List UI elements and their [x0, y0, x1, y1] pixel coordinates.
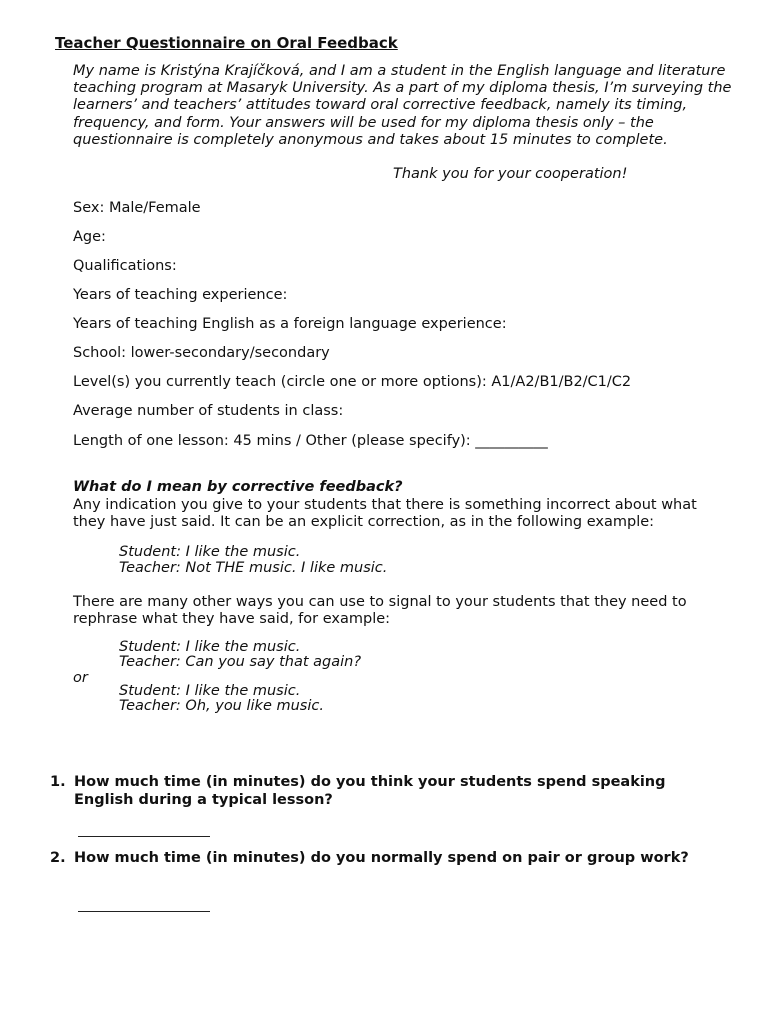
example1-student: Student: I like the music. [119, 544, 301, 560]
intro-paragraph [73, 63, 733, 149]
field-class-size: Average number of students in class: [73, 403, 344, 419]
field-qualifications: Qualifications: [73, 258, 177, 274]
question-text: How much time (in minutes) do you normally spend on pair or group work? [74, 850, 689, 866]
field-school: School: lower-secondary/secondary [73, 345, 330, 361]
thanks-line: Thank you for your cooperation! [393, 166, 628, 182]
corrective-feedback-definition: Any indication you give to your students that there is something incorrect about what they have just said. It can be an explicit correction, as in the following example: [73, 497, 697, 530]
field-teaching-experience: Years of teaching experience: [73, 287, 288, 303]
question-text: How much time (in minutes) do you think your students spend speaking English during a typical lesson? [74, 774, 666, 808]
question-1 [50, 774, 730, 809]
field-sex: Sex: Male/Female [73, 200, 201, 216]
field-levels: Level(s) you currently teach (circle one or more options): A1/A2/B1/B2/C1/C2 [73, 374, 632, 390]
answer-line-1[interactable] [78, 836, 210, 837]
example2-teacher: Teacher: Can you say that again? [119, 654, 362, 670]
page-title: Teacher Questionnaire on Oral Feedback [55, 34, 398, 52]
answer-line-2[interactable] [78, 911, 210, 912]
field-age: Age: [73, 229, 106, 245]
intro-text: My name is Kristýna Krajíčková, and I am a student in the English language and literature teaching program at Masaryk University. As a part of my diploma thesis, I’m surveying the learners’ and teachers’ attitudes toward oral corrective feedback, namely its timing, frequency, and form. Your answers will be used for my diploma thesis only – the questionnaire is completely anonymous and takes about 15 minutes to complete. [73, 63, 732, 148]
field-efl-experience: Years of teaching English as a foreign language experience: [73, 316, 507, 332]
question-number: 1. [50, 774, 66, 790]
example3-student: Student: I like the music. [119, 683, 301, 699]
corrective-feedback-heading: What do I mean by corrective feedback? [73, 479, 403, 495]
example2-student: Student: I like the music. [119, 639, 301, 655]
corrective-feedback-more-ways: There are many other ways you can use to signal to your students that they need to rephrase what they have said, for example: [73, 594, 687, 627]
example1-teacher: Teacher: Not THE music. I like music. [119, 560, 388, 576]
question-number: 2. [50, 850, 66, 866]
example3-teacher: Teacher: Oh, you like music. [119, 698, 324, 714]
question-2 [50, 850, 730, 868]
field-lesson-length: Length of one lesson: 45 mins / Other (please specify): __________ [73, 433, 548, 449]
or-label: or [73, 670, 88, 686]
